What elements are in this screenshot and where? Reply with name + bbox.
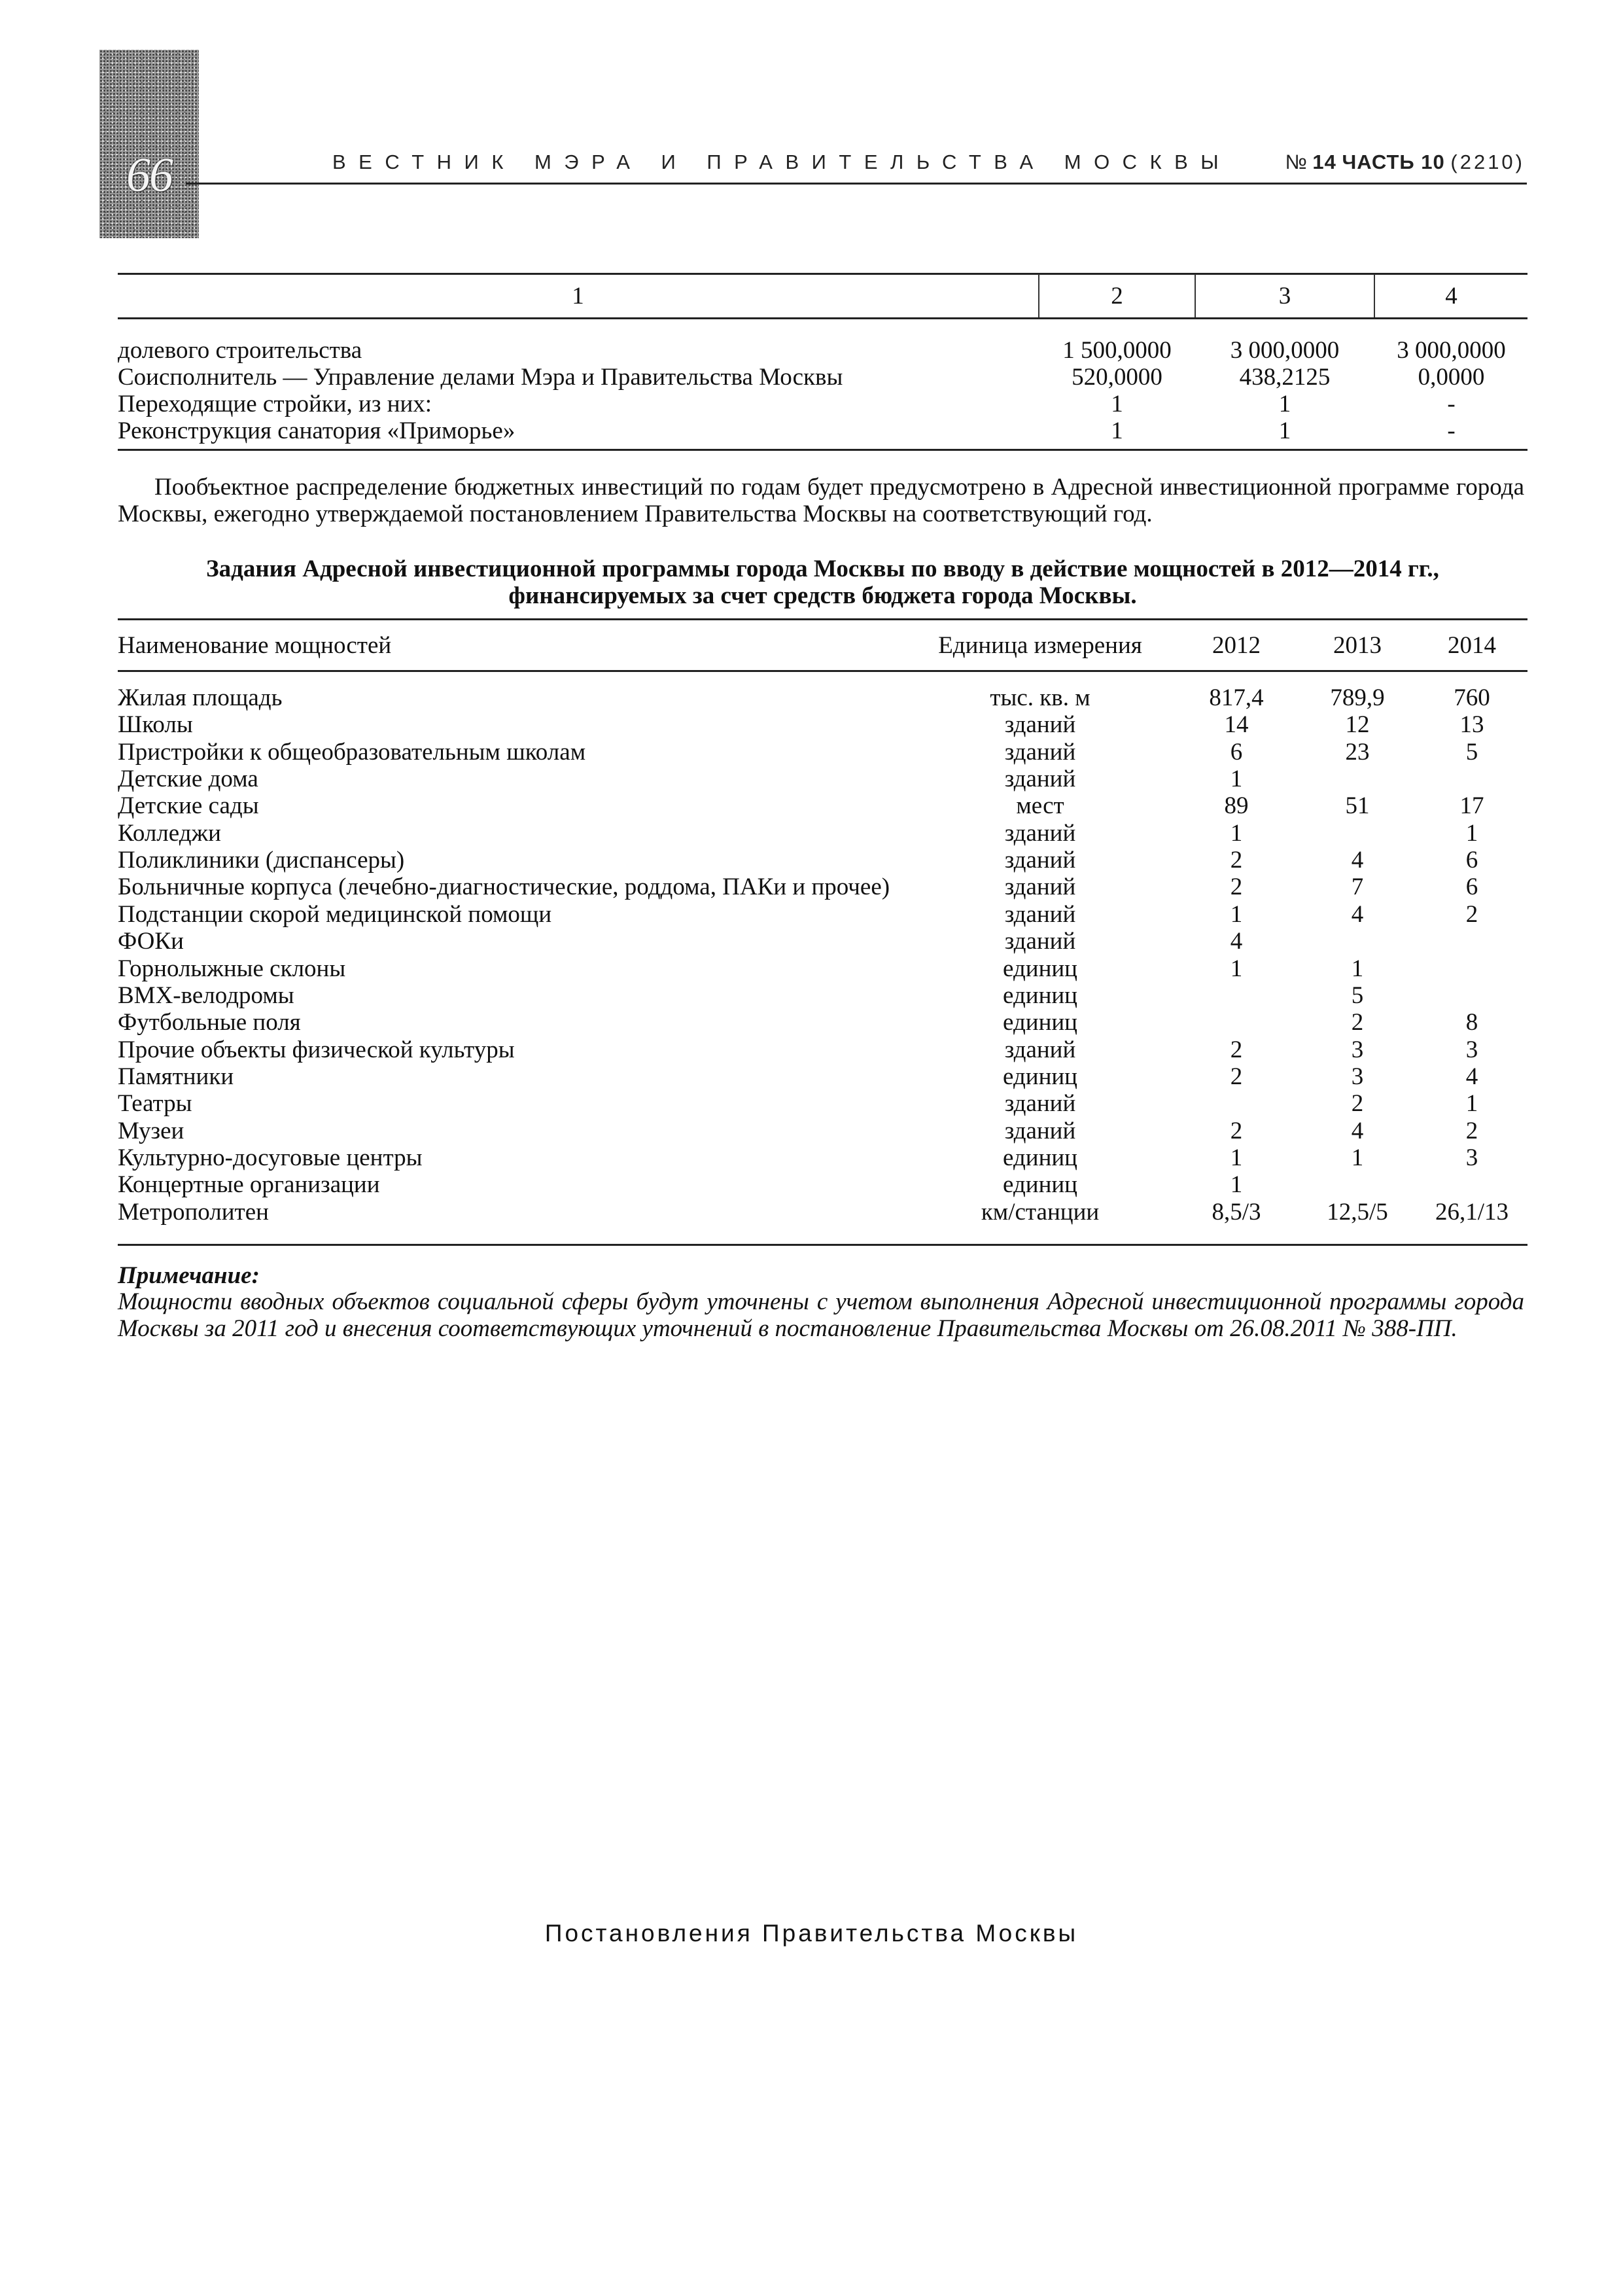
capacity-unit: зданий — [1004, 819, 1076, 847]
column-header-2012: 2012 — [1212, 632, 1261, 659]
capacity-unit: единиц — [1003, 1009, 1077, 1036]
capacity-unit: единиц — [1003, 981, 1077, 1009]
capacity-name: Музеи — [118, 1117, 184, 1144]
value-2012: 1 — [1230, 1171, 1243, 1199]
issue-number: 14 — [1312, 150, 1336, 173]
capacity-unit: единиц — [1003, 1144, 1077, 1171]
issue-prefix: № — [1285, 150, 1307, 173]
column-header: 4 — [1445, 283, 1457, 309]
page-number: 66 — [126, 149, 172, 202]
row-label: Переходящие стройки, из них: — [118, 391, 432, 417]
row-value-col2: 1 — [1111, 391, 1123, 417]
part-label: ЧАСТЬ 10 — [1342, 150, 1445, 173]
value-2012: 2 — [1230, 874, 1243, 901]
capacity-name: Поликлиники (диспансеры) — [118, 847, 405, 874]
row-label: Реконструкция санатория «Приморье» — [118, 417, 515, 444]
value-2012: 1 — [1230, 955, 1243, 982]
capacity-unit: зданий — [1004, 711, 1076, 739]
value-2014: 760 — [1454, 684, 1490, 711]
row-value-col2: 1 500,0000 — [1062, 337, 1172, 364]
value-2012: 14 — [1224, 711, 1249, 739]
capacity-name: Футбольные поля — [118, 1009, 301, 1036]
value-2014: 2 — [1465, 1117, 1478, 1144]
capacity-unit: км/станции — [981, 1198, 1100, 1226]
value-2014: 4 — [1465, 1063, 1478, 1090]
value-2012: 1 — [1230, 1144, 1243, 1171]
row-value-col4: - — [1447, 417, 1456, 444]
row-label: Соисполнитель — Управление делами Мэра и Правительства Москвы — [118, 364, 843, 391]
footer-section-title: Постановления Правительства Москвы — [544, 1920, 1079, 1947]
value-2013: 2 — [1351, 1090, 1364, 1118]
capacity-name: Пристройки к общеобразовательным школам — [118, 738, 586, 766]
value-2013: 23 — [1345, 738, 1370, 766]
row-label: долевого строительства — [118, 337, 362, 364]
value-2012: 89 — [1224, 792, 1249, 820]
row-value-col4: - — [1447, 391, 1456, 417]
row-value-col4: 3 000,0000 — [1397, 337, 1506, 364]
table-title-line1: Задания Адресной инвестиционной программы города Москвы по вводу в действие мощностей в 2012—2014 гг., — [206, 556, 1439, 582]
value-2014: 1 — [1465, 1090, 1478, 1118]
value-2014: 17 — [1459, 792, 1484, 820]
capacity-name: Театры — [118, 1090, 192, 1118]
column-header-unit: Единица измерения — [938, 632, 1142, 659]
capacity-name: ФОКи — [118, 928, 184, 955]
row-value-col3: 3 000,0000 — [1230, 337, 1340, 364]
value-2013: 2 — [1351, 1009, 1364, 1036]
value-2014: 26,1/13 — [1435, 1198, 1509, 1226]
capacity-name: Прочие объекты физической культуры — [118, 1036, 515, 1063]
column-header: 1 — [572, 283, 584, 309]
body-paragraph: Пообъектное распределение бюджетных инвестиций по годам будет предусмотрено в Адресной инвестиционной программе города Москвы, ежегодно утверждаемой постановлением Правительства Москвы на соответствующий год. — [118, 474, 1524, 527]
row-value-col2: 1 — [1111, 417, 1123, 444]
column-header-2014: 2014 — [1448, 632, 1496, 659]
value-2013: 4 — [1351, 1117, 1364, 1144]
value-2013: 3 — [1351, 1063, 1364, 1090]
capacity-unit: зданий — [1004, 738, 1076, 766]
header-rule — [186, 183, 1527, 185]
value-2013: 12 — [1345, 711, 1370, 739]
value-2012: 2 — [1230, 1063, 1243, 1090]
column-header-2013: 2013 — [1333, 632, 1382, 659]
table-rule-mid — [118, 317, 1527, 319]
value-2012: 817,4 — [1209, 684, 1264, 711]
value-2014: 6 — [1465, 847, 1478, 874]
table-title-line2: финансируемых за счет средств бюджета города Москвы. — [508, 582, 1137, 609]
row-value-col4: 0,0000 — [1418, 364, 1485, 391]
value-2014: 3 — [1465, 1036, 1478, 1063]
value-2012: 1 — [1230, 766, 1243, 793]
value-2014: 2 — [1465, 900, 1478, 928]
capacity-unit: мест — [1016, 792, 1064, 820]
note-title: Примечание: — [118, 1262, 260, 1289]
capacity-unit: зданий — [1004, 1117, 1076, 1144]
column-header: 3 — [1278, 283, 1291, 309]
capacity-unit: зданий — [1004, 900, 1076, 928]
value-2012: 6 — [1230, 738, 1243, 766]
capacity-name: Детские дома — [118, 766, 258, 793]
column-header-name: Наименование мощностей — [118, 632, 392, 659]
value-2014: 3 — [1465, 1144, 1478, 1171]
value-2013: 1 — [1351, 1144, 1364, 1171]
capacity-name: Больничные корпуса (лечебно-диагностические, роддома, ПАКи и прочее) — [118, 874, 890, 901]
value-2014: 1 — [1465, 819, 1478, 847]
value-2012: 2 — [1230, 847, 1243, 874]
page-number-badge — [99, 50, 199, 238]
capacity-name: Колледжи — [118, 819, 221, 847]
value-2013: 4 — [1351, 900, 1364, 928]
value-2012: 8,5/3 — [1212, 1198, 1261, 1226]
table-rule-mid — [118, 670, 1527, 672]
capacity-unit: зданий — [1004, 847, 1076, 874]
issue-tail: (2210) — [1450, 150, 1525, 173]
value-2014: 13 — [1459, 711, 1484, 739]
value-2013: 1 — [1351, 955, 1364, 982]
value-2013: 7 — [1351, 874, 1364, 901]
capacity-unit: единиц — [1003, 1171, 1077, 1199]
value-2012: 1 — [1230, 900, 1243, 928]
value-2012: 4 — [1230, 928, 1243, 955]
capacity-unit: зданий — [1004, 1090, 1076, 1118]
note-text: Мощности вводных объектов социальной сферы будут уточнены с учетом выполнения Адресной инвестиционной программы города Москвы за 2011 год и внесения соответствующих уточнений в постановление Правительства Москвы от 26.08.2011 № 388-ПП. — [118, 1288, 1524, 1342]
capacity-unit: единиц — [1003, 955, 1077, 982]
value-2012: 1 — [1230, 819, 1243, 847]
capacity-name: BMX-велодромы — [118, 981, 294, 1009]
capacity-name: Жилая площадь — [118, 684, 283, 711]
table-rule-bottom — [118, 449, 1527, 451]
capacity-name: Горнолыжные склоны — [118, 955, 346, 982]
value-2014: 5 — [1465, 738, 1478, 766]
row-value-col2: 520,0000 — [1072, 364, 1162, 391]
running-title: ВЕСТНИК МЭРА И ПРАВИТЕЛЬСТВА МОСКВЫ — [332, 150, 1232, 173]
issue-info — [1285, 150, 1525, 174]
table-rule-bottom — [118, 1244, 1527, 1246]
value-2013: 5 — [1351, 981, 1364, 1009]
value-2013: 51 — [1345, 792, 1370, 820]
capacity-name: Детские сады — [118, 792, 259, 820]
capacity-unit: тыс. кв. м — [990, 684, 1091, 711]
capacity-name: Школы — [118, 711, 193, 739]
value-2014: 8 — [1465, 1009, 1478, 1036]
column-header: 2 — [1111, 283, 1123, 309]
capacity-name: Памятники — [118, 1063, 234, 1090]
capacity-unit: зданий — [1004, 928, 1076, 955]
capacity-name: Культурно-досуговые центры — [118, 1144, 423, 1171]
capacity-name: Метрополитен — [118, 1198, 269, 1226]
capacity-unit: единиц — [1003, 1063, 1077, 1090]
table-rule-top — [118, 618, 1527, 620]
capacity-unit: зданий — [1004, 1036, 1076, 1063]
value-2013: 789,9 — [1330, 684, 1385, 711]
capacity-name: Концертные организации — [118, 1171, 380, 1199]
value-2014: 6 — [1465, 874, 1478, 901]
capacity-unit: зданий — [1004, 874, 1076, 901]
row-value-col3: 1 — [1278, 391, 1291, 417]
value-2013: 12,5/5 — [1327, 1198, 1388, 1226]
capacity-name: Подстанции скорой медицинской помощи — [118, 900, 552, 928]
value-2012: 2 — [1230, 1036, 1243, 1063]
capacity-unit: зданий — [1004, 766, 1076, 793]
row-value-col3: 438,2125 — [1239, 364, 1331, 391]
row-value-col3: 1 — [1278, 417, 1291, 444]
value-2012: 2 — [1230, 1117, 1243, 1144]
table-rule-top — [118, 273, 1527, 275]
value-2013: 4 — [1351, 847, 1364, 874]
value-2013: 3 — [1351, 1036, 1364, 1063]
